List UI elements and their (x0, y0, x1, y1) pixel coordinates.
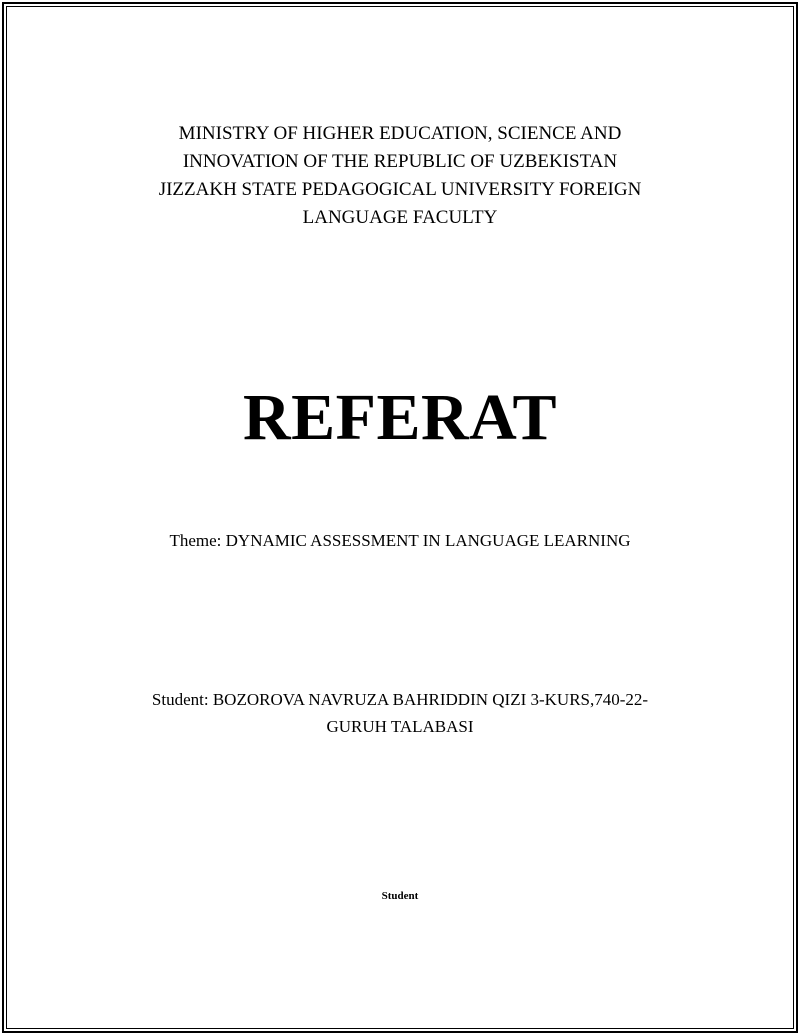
institution-header (0, 120, 800, 232)
document-title: REFERAT (243, 381, 557, 454)
header-line: JIZZAKH STATE PEDAGOGICAL UNIVERSITY FOREIGN (158, 179, 642, 200)
student-label: Student (381, 890, 419, 902)
header-line: MINISTRY OF HIGHER EDUCATION, SCIENCE AND (178, 123, 622, 144)
student-line: GURUH TALABASI (326, 717, 474, 736)
header-line: LANGUAGE FACULTY (302, 207, 498, 228)
student-line: Student: BOZOROVA NAVRUZA BAHRIDDIN QIZI 3-KURS,740-22- (151, 690, 649, 709)
header-line: INNOVATION OF THE REPUBLIC OF UZBEKISTAN (182, 151, 618, 172)
student-info (0, 686, 800, 740)
theme-line: Theme: DYNAMIC ASSESSMENT IN LANGUAGE LEARNING (169, 531, 631, 550)
